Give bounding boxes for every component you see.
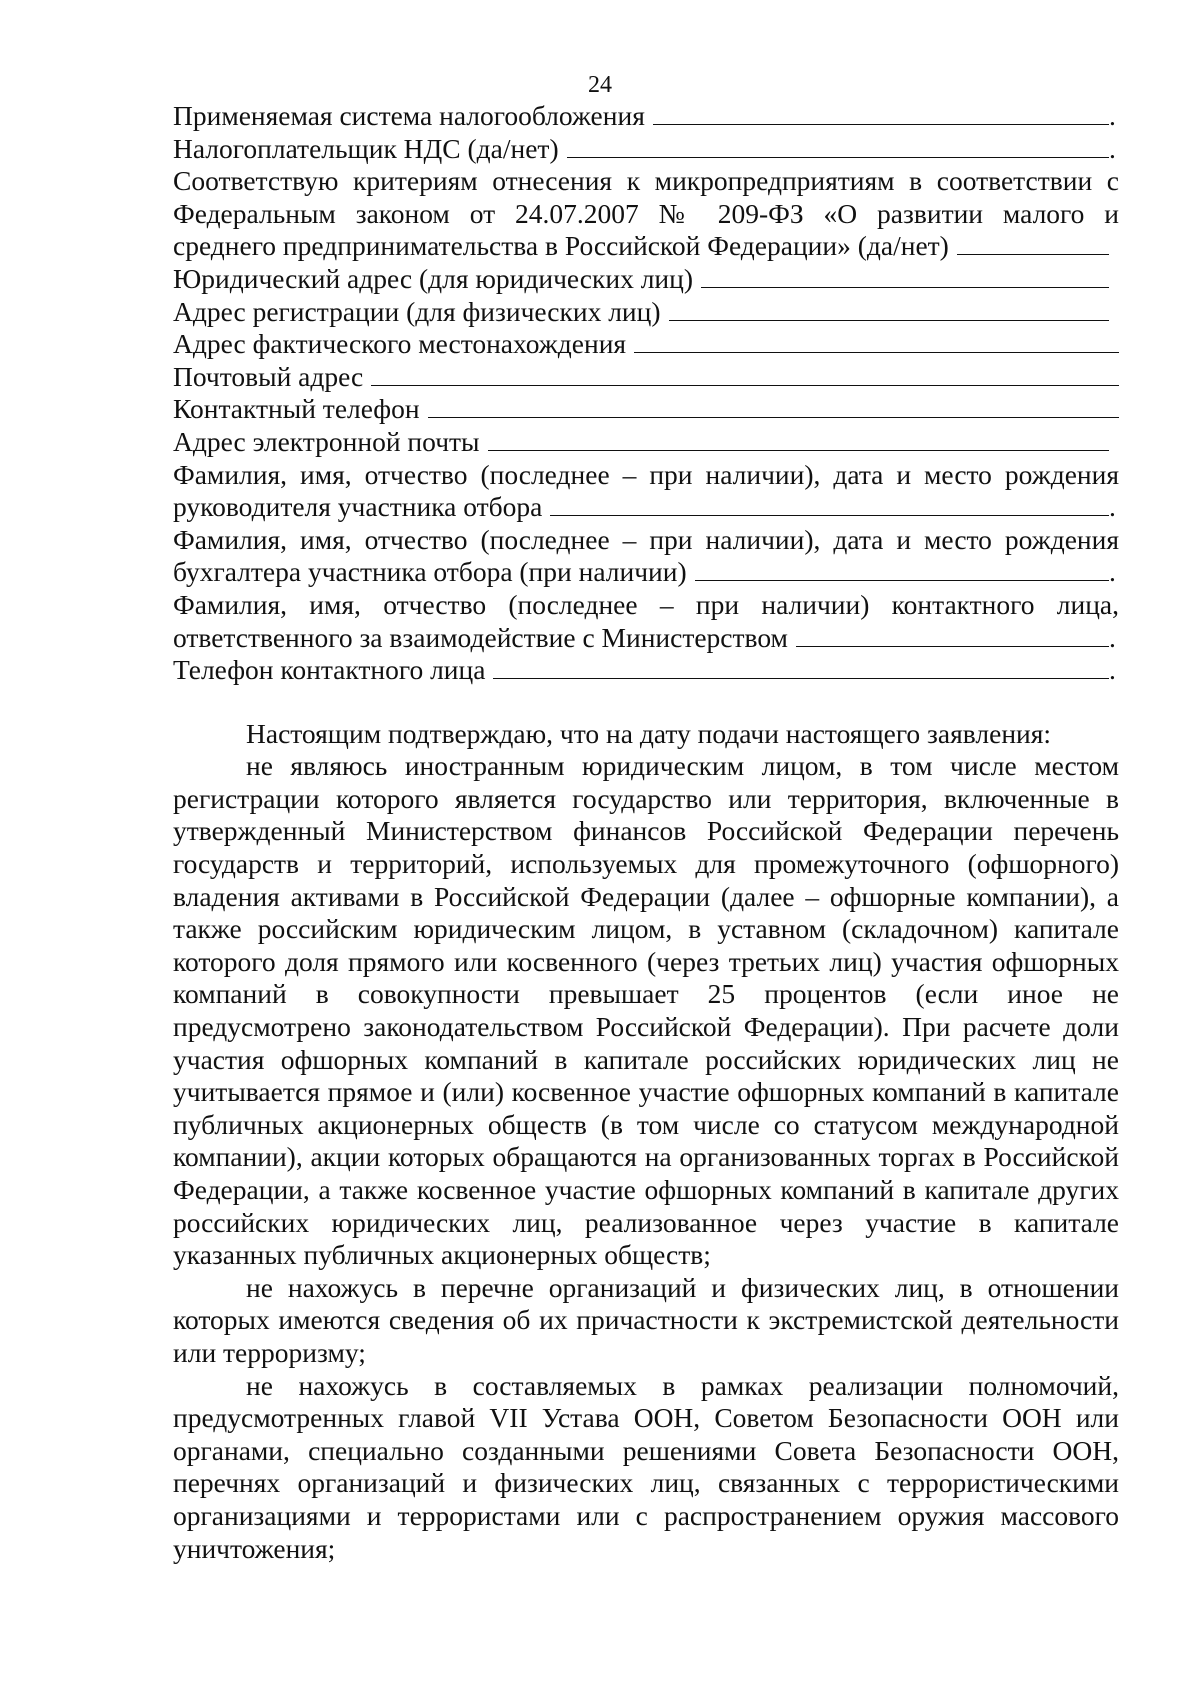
field-contact-person [173, 622, 1119, 655]
field-micro-criteria-line-1: Соответствую критериям отнесения к микропредприятиям в соответствии с [173, 165, 1119, 197]
document-body [173, 100, 1119, 1565]
field-email [173, 426, 1119, 459]
blank-line[interactable] [796, 624, 1109, 647]
field-head [173, 491, 1119, 524]
blank-line[interactable] [567, 135, 1109, 158]
field-label: бухгалтера участника отбора (при наличии) [173, 556, 687, 588]
confirmation-paragraph-un-lists: не нахожусь в составляемых в рамках реализации полномочий, предусмотренных главой VII Устава ООН, Советом Безопасности ООН или органами, специально созданными решениями Совета Безопасности ООН, перечнях организаций и физических лиц, связанных с террористическими организациями и террористами или с распространением оружия массового уничтожения; [173, 1369, 1119, 1564]
blank-line[interactable] [695, 558, 1109, 581]
field-label: Контактный телефон [173, 393, 420, 425]
field-contact-phone [173, 393, 1119, 426]
field-accountant [173, 556, 1119, 589]
blank-line[interactable] [550, 493, 1109, 516]
blank-line[interactable] [701, 265, 1109, 288]
field-tax-system [173, 100, 1119, 133]
field-head-line-1: Фамилия, имя, отчество (последнее – при наличии), дата и место рождения [173, 458, 1119, 490]
field-micro-criteria [173, 230, 1119, 263]
field-micro-criteria-line-2: Федеральным законом от 24.07.2007 № 209-ФЗ «О развитии малого и [173, 197, 1119, 229]
field-label: Применяемая система налогообложения [173, 100, 645, 131]
field-legal-address [173, 263, 1119, 296]
applicant-info-fields [173, 100, 1119, 687]
field-contact-person-line-1: Фамилия, имя, отчество (последнее – при наличии) контактного лица, [173, 588, 1119, 620]
period-mark: . [1109, 556, 1116, 588]
blank-line[interactable] [634, 330, 1119, 353]
blank-line[interactable] [957, 232, 1109, 255]
field-contact-person-phone [173, 654, 1119, 687]
field-label: Юридический адрес (для юридических лиц) [173, 262, 694, 294]
field-label: Адрес фактического местонахождения [173, 328, 627, 360]
confirmation-paragraph-extremism: не нахожусь в перечне организаций и физических лиц, в отношении которых имеются сведения об их причастности к экстремистской деятельности или терроризму; [173, 1271, 1119, 1368]
field-registration-address [173, 296, 1119, 329]
field-label: Почтовый адрес [173, 360, 364, 392]
field-postal-address [173, 361, 1119, 394]
period-mark: . [1109, 621, 1116, 653]
blank-line[interactable] [653, 102, 1109, 125]
field-label: руководителя участника отбора [173, 491, 543, 523]
blank-line[interactable] [493, 656, 1109, 679]
confirmation-lead: Настоящим подтверждаю, что на дату подачи настоящего заявления: [246, 717, 1052, 749]
blank-line[interactable] [488, 428, 1109, 451]
field-label: среднего предпринимательства в Российской Федерации» (да/нет) [173, 230, 949, 262]
period-mark: . [1109, 100, 1116, 131]
blank-line[interactable] [669, 298, 1109, 321]
blank-line[interactable] [428, 395, 1119, 418]
confirmation-paragraph-offshore: не являюсь иностранным юридическим лицом, в том числе местом регистрации которого является государство или территория, включенные в утвержденный Министерством финансов Российской Федерации перечень государств и территорий, используемых для промежуточного (офшорного) владения активами в Российской Федерации (далее – офшорные компании), а также российским юридическим лицом, в уставном (складочном) капитале которого доля прямого или косвенного (через третьих лиц) участия офшорных компаний в совокупности превышает 25 процентов (если иное не предусмотрено законодательством Российской Федерации). При расчете доли участия офшорных компаний в капитале российских юридических лиц не учитывается прямое и (или) косвенное участие офшорных компаний в капитале публичных акционерных обществ (в том числе со статусом международной компании), акции которых обращаются на организованных торгах в Российской Федерации, а также косвенное участие офшорных компаний в капитале других российских юридических лиц, реализованное через участие в капитале указанных публичных акционерных обществ; [173, 750, 1119, 1271]
confirmation-section [173, 718, 1119, 1565]
blank-line[interactable] [371, 363, 1119, 386]
page-number: 24 [588, 72, 612, 98]
field-accountant-line-1: Фамилия, имя, отчество (последнее – при наличии), дата и место рождения [173, 523, 1119, 555]
field-label: Налогоплательщик НДС (да/нет) [173, 132, 559, 164]
field-label: ответственного за взаимодействие с Министерством [173, 621, 788, 653]
field-actual-address [173, 328, 1119, 361]
field-label: Адрес регистрации (для физических лиц) [173, 295, 661, 327]
field-label: Адрес электронной почты [173, 425, 480, 457]
field-label: Телефон контактного лица [173, 654, 486, 686]
period-mark: . [1109, 132, 1116, 164]
period-mark: . [1109, 654, 1116, 686]
field-vat-payer [173, 133, 1119, 166]
period-mark: . [1109, 491, 1116, 523]
